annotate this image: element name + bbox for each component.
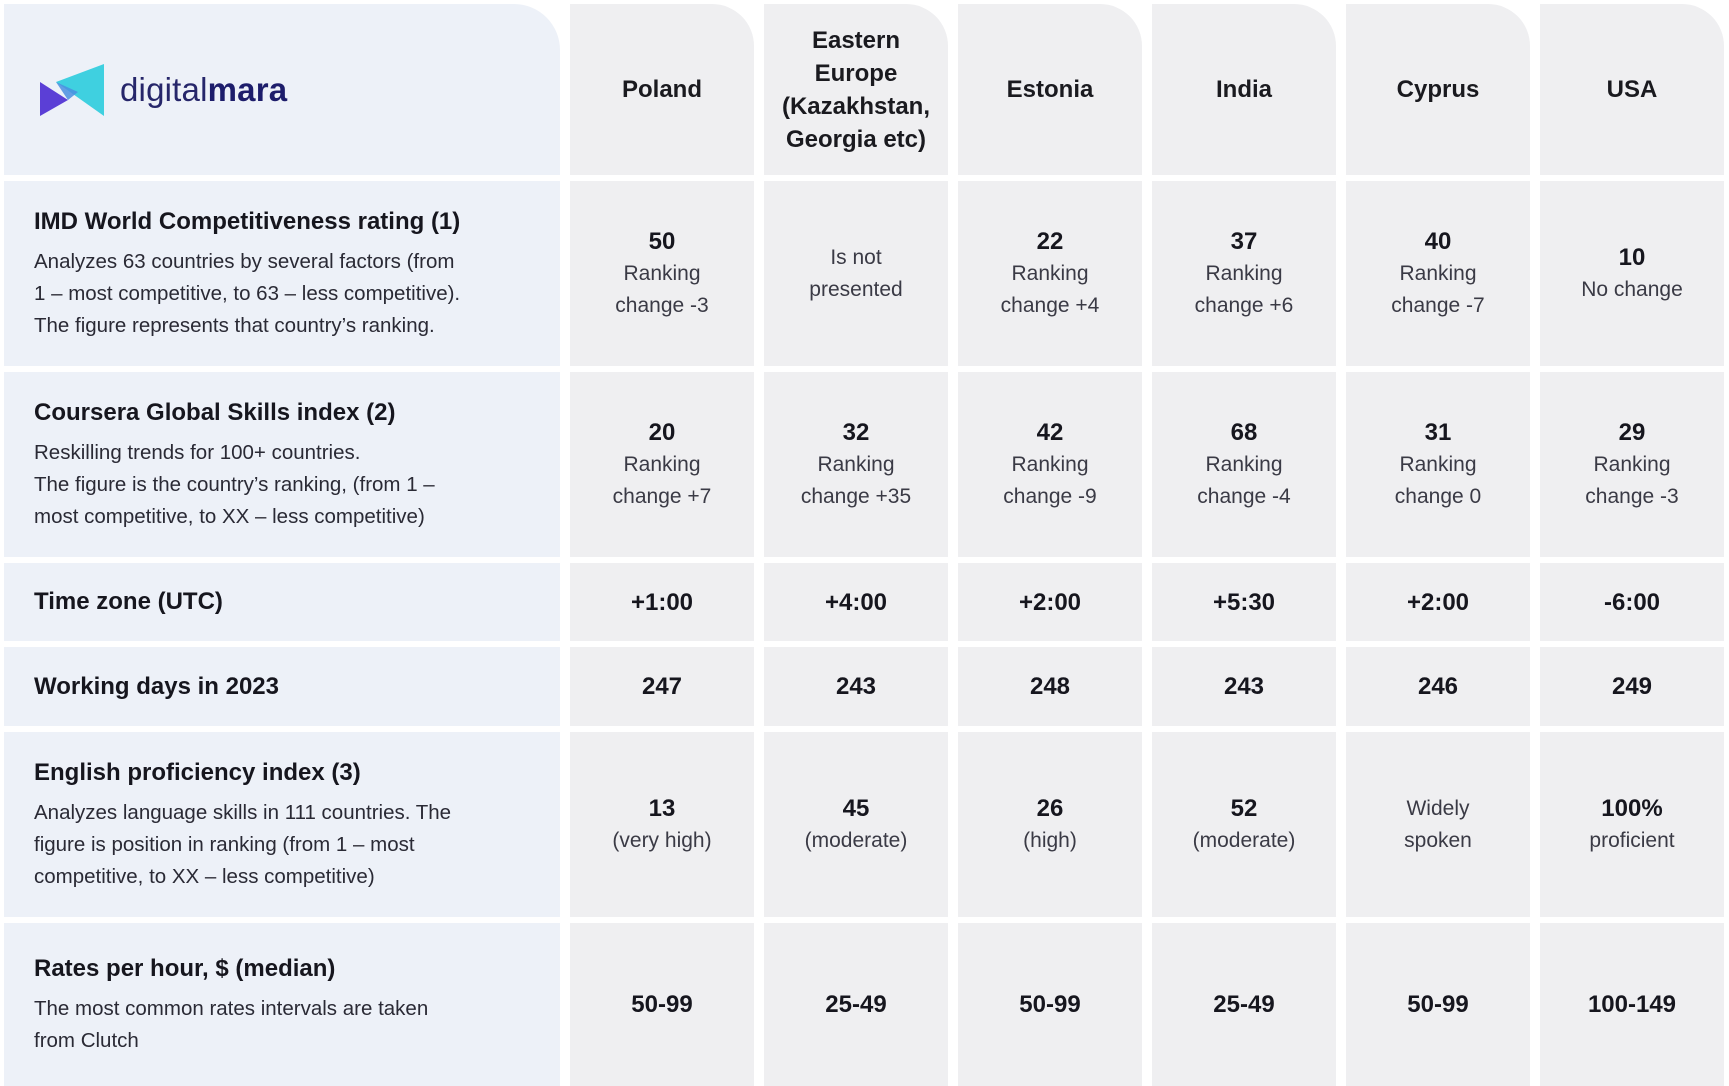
coursera-eastern-europe: 32 Ranking change +35 [764, 372, 948, 557]
tz-poland: +1:00 [570, 563, 754, 641]
wd-india: 243 [1152, 647, 1336, 726]
column-header-india: India [1152, 4, 1336, 175]
row-label-english-proficiency [4, 732, 560, 917]
rates-usa: 100-149 [1540, 923, 1724, 1086]
coursera-cyprus: 31 Ranking change 0 [1346, 372, 1530, 557]
row-title: Coursera Global Skills index (2) [34, 398, 396, 426]
epi-estonia: 26 (high) [958, 732, 1142, 917]
imd-poland: 50 Ranking change -3 [570, 181, 754, 366]
rates-eastern-europe: 25-49 [764, 923, 948, 1086]
row-label-time-zone [4, 563, 560, 641]
row-label-working-days [4, 647, 560, 726]
logo-cell [4, 4, 560, 175]
brand-logo [38, 62, 287, 118]
column-header-eastern-europe: Eastern Europe (Kazakhstan, Georgia etc) [764, 4, 948, 175]
column-header-usa: USA [1540, 4, 1724, 175]
row-description: The most common rates intervals are taken from Clutch [34, 996, 429, 1052]
coursera-poland: 20 Ranking change +7 [570, 372, 754, 557]
row-title: English proficiency index (3) [34, 758, 361, 786]
epi-poland: 13 (very high) [570, 732, 754, 917]
column-header-poland: Poland [570, 4, 754, 175]
coursera-india: 68 Ranking change -4 [1152, 372, 1336, 557]
rates-poland: 50-99 [570, 923, 754, 1086]
rates-cyprus: 50-99 [1346, 923, 1530, 1086]
tz-eastern-europe: +4:00 [764, 563, 948, 641]
row-description: Reskilling trends for 100+ countries. The figure is the country’s ranking, (from 1 – most competitive, to XX – less competitive) [34, 440, 435, 528]
row-label-coursera [4, 372, 560, 557]
epi-cyprus: Widely spoken [1346, 732, 1530, 917]
row-title: Rates per hour, $ (median) [34, 954, 336, 982]
wd-eastern-europe: 243 [764, 647, 948, 726]
wd-estonia: 248 [958, 647, 1142, 726]
wd-usa: 249 [1540, 647, 1724, 726]
coursera-usa: 29 Ranking change -3 [1540, 372, 1724, 557]
tz-estonia: +2:00 [958, 563, 1142, 641]
imd-cyprus: 40 Ranking change -7 [1346, 181, 1530, 366]
row-label-imd [4, 181, 560, 366]
rates-india: 25-49 [1152, 923, 1336, 1086]
tz-india: +5:30 [1152, 563, 1336, 641]
row-description: Analyzes language skills in 111 countries. The figure is position in ranking (from 1 – most competitive, to XX – less competitive) [34, 800, 452, 888]
brand-name: digitalmara [120, 70, 288, 108]
column-header-estonia: Estonia [958, 4, 1142, 175]
row-label-rates [4, 923, 560, 1086]
epi-usa: 100% proficient [1540, 732, 1724, 917]
row-description: Analyzes 63 countries by several factors (from 1 – most competitive, to 63 – less competitive). The figure represents that country’s ranking. [34, 249, 461, 337]
tz-usa: -6:00 [1540, 563, 1724, 641]
tz-cyprus: +2:00 [1346, 563, 1530, 641]
rates-estonia: 50-99 [958, 923, 1142, 1086]
column-header-cyprus: Cyprus [1346, 4, 1530, 175]
comparison-table [4, 4, 1726, 1076]
coursera-estonia: 42 Ranking change -9 [958, 372, 1142, 557]
imd-eastern-europe: Is not presented [764, 181, 948, 366]
epi-india: 52 (moderate) [1152, 732, 1336, 917]
row-title: Time zone (UTC) [34, 588, 223, 615]
imd-india: 37 Ranking change +6 [1152, 181, 1336, 366]
digitalmara-logo-icon [38, 62, 108, 118]
imd-estonia: 22 Ranking change +4 [958, 181, 1142, 366]
epi-eastern-europe: 45 (moderate) [764, 732, 948, 917]
imd-usa: 10 No change [1540, 181, 1724, 366]
row-title: Working days in 2023 [34, 672, 279, 700]
wd-cyprus: 246 [1346, 647, 1530, 726]
wd-poland: 247 [570, 647, 754, 726]
row-title: IMD World Competitiveness rating (1) [34, 207, 461, 235]
